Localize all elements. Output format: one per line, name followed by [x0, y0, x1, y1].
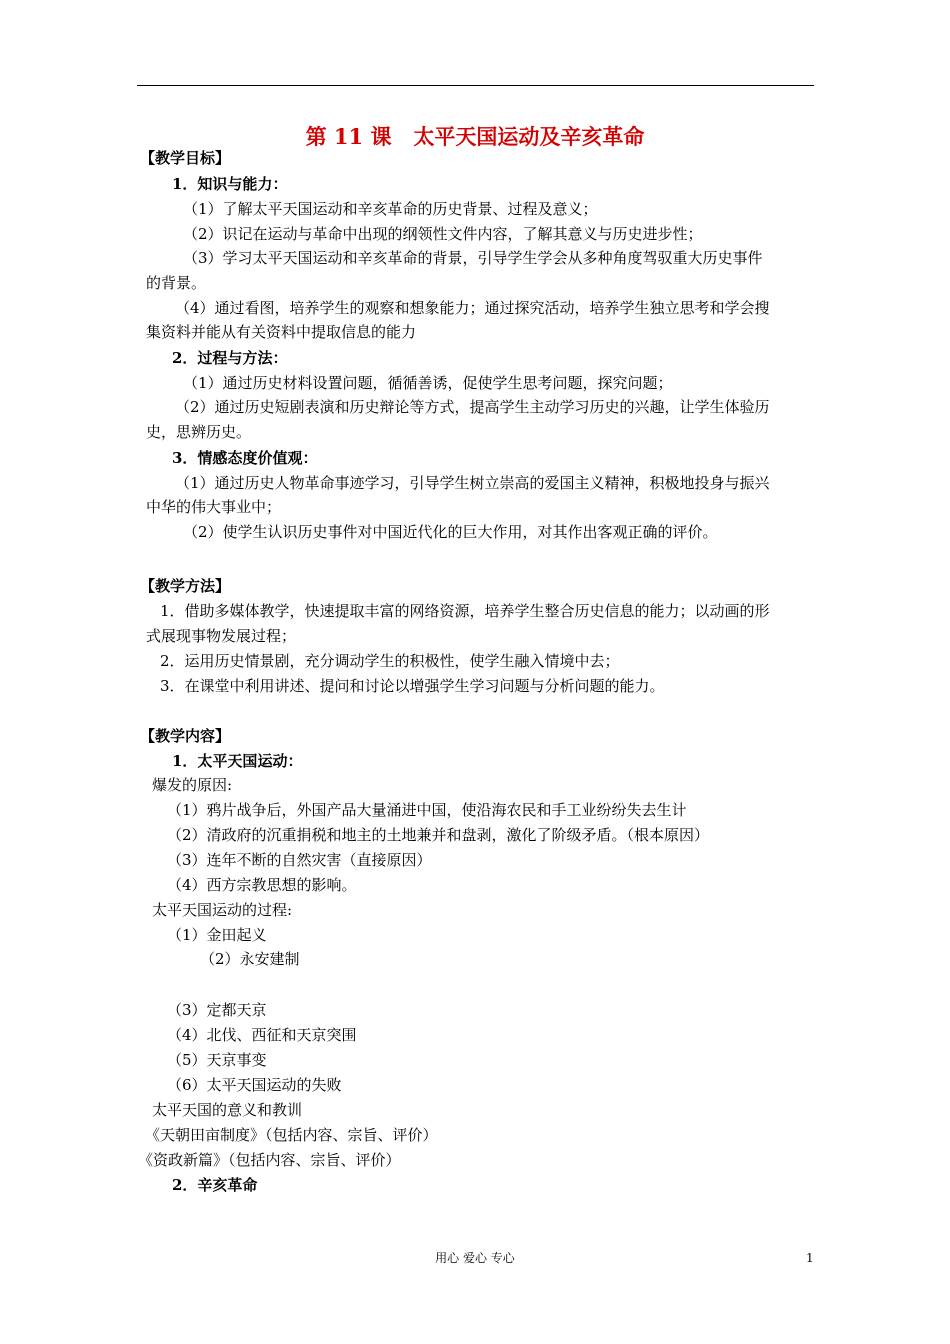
text-line: （2）清政府的沉重捐税和地主的土地兼并和盘剥，激化了阶级矛盾。（根本原因） [167, 826, 710, 844]
text-line: （1）通过历史人物革命事迹学习，引导学生树立崇高的爱国主义精神，积极地投身与振兴 [175, 474, 770, 492]
text-line: 2．运用历史情景剧，充分调动学生的积极性，使学生融入情境中去； [160, 652, 620, 670]
text-line: 《资政新篇》（包括内容、宗旨、评价） [138, 1151, 401, 1169]
subheading-xinhai: 2．辛亥革命 [172, 1176, 258, 1194]
subheading-values: 3．情感态度价值观： [172, 449, 318, 467]
section-heading-goals: 【教学目标】 [140, 149, 231, 167]
subheading-process: 2．过程与方法： [172, 349, 288, 367]
text-line: 爆发的原因: [152, 776, 233, 794]
text-line: （2）识记在运动与革命中出现的纲领性文件内容，了解其意义与历史进步性； [183, 225, 703, 243]
text-line: （2）通过历史短剧表演和历史辩论等方式，提高学生主动学习历史的兴趣，让学生体验历 [175, 398, 770, 416]
text-line: 式展现事物发展过程； [146, 627, 297, 645]
subheading-knowledge: 1．知识与能力： [172, 175, 288, 193]
text-line: 太平天国运动的过程: [152, 901, 293, 919]
text-line: （4）西方宗教思想的影响。 [167, 876, 357, 894]
text-line: （3）学习太平天国运动和辛亥革命的背景，引导学生学会从多种角度驾驭重大历史事件 [183, 249, 763, 267]
section-heading-content: 【教学内容】 [140, 727, 231, 745]
text-line: （6）太平天国运动的失败 [167, 1076, 342, 1094]
text-line: 的背景。 [146, 274, 207, 292]
text-line: （1）通过历史材料设置问题，循循善诱，促使学生思考问题，探究问题； [183, 374, 673, 392]
page-number: 1 [806, 1251, 814, 1265]
text-line: （1）鸦片战争后，外国产品大量涌进中国，使沿海农民和手工业纷纷失去生计 [167, 801, 687, 819]
text-line: 3．在课堂中利用讲述、提问和讨论以增强学生学习问题与分析问题的能力。 [160, 677, 665, 695]
text-line: （2）使学生认识历史事件对中国近代化的巨大作用，对其作出客观正确的评价。 [183, 523, 718, 541]
text-line: （3）连年不断的自然灾害（直接原因） [167, 851, 432, 869]
text-line: （1）了解太平天国运动和辛亥革命的历史背景、过程及意义； [183, 200, 598, 218]
text-line: 中华的伟大事业中； [146, 498, 282, 516]
text-line: （5）天京事变 [167, 1051, 267, 1069]
text-line: 太平天国的意义和教训 [152, 1101, 303, 1119]
section-heading-methods: 【教学方法】 [140, 577, 231, 595]
text-line: （2）永安建制 [200, 950, 300, 968]
text-line: 史，思辨历史。 [146, 423, 252, 441]
text-line: 《天朝田亩制度》（包括内容、宗旨、评价） [145, 1126, 438, 1144]
text-line: 1．借助多媒体教学，快速提取丰富的网络资源，培养学生整合历史信息的能力；以动画的形 [160, 602, 770, 620]
header-rule [137, 85, 814, 86]
text-line: （3）定都天京 [167, 1001, 267, 1019]
text-line: 集资料并能从有关资料中提取信息的能力 [146, 323, 417, 341]
text-line: （1）金田起义 [167, 926, 267, 944]
text-line: （4）通过看图，培养学生的观察和想象能力；通过探究活动，培养学生独立思考和学会搜 [175, 299, 770, 317]
text-line: （4）北伐、西征和天京突围 [167, 1026, 357, 1044]
footer-motto: 用心 爱心 专心 [435, 1251, 515, 1265]
page-title: 第 11 课 太平天国运动及辛亥革命 [305, 124, 645, 149]
subheading-taiping: 1．太平天国运动： [172, 752, 303, 770]
